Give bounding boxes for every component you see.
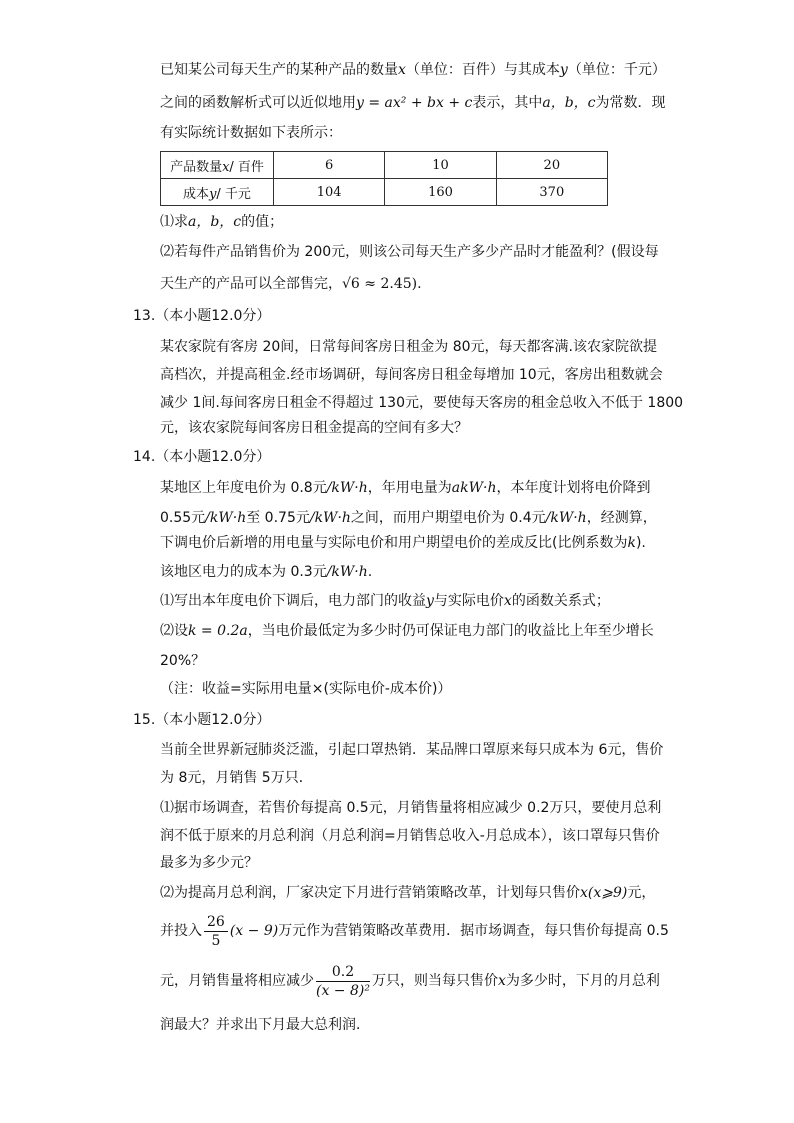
p14-line1: 某地区上年度电价为 0.8元/kW·h，年用电量为akW·h，本年度计划将电价降到 bbox=[160, 480, 651, 496]
p15-number: 15.（本小题12.0分） bbox=[133, 712, 271, 728]
table-header-cell: 成本y/ 千元 bbox=[161, 179, 274, 206]
p13-number: 13.（本小题12.0分） bbox=[133, 308, 271, 324]
p15-q2-line2: 并投入 $\frac{26}{5}$ (x − 9)万元作为营销策略改革费用．据市场调查，每只售价每提高 0.5 bbox=[160, 913, 669, 949]
p12-q2-cont: 天生产的产品可以全部售完，√6 ≈ 2.45). bbox=[160, 276, 422, 292]
table-cell: 104 bbox=[274, 179, 385, 206]
p15-line2: 为 8元，月销售 5万只． bbox=[160, 770, 313, 786]
table-cell: 370 bbox=[496, 179, 607, 206]
p13-line4: 元，该农家院每间客房日租金提高的空间有多大？ bbox=[160, 420, 468, 436]
fraction-26-over-5: $\frac{26}{5}$ bbox=[204, 913, 228, 950]
quadratic-formula: y = ax² + bx + c bbox=[356, 95, 473, 111]
p14-note: （注：收益=实际用电量×(实际电价-成本价)） bbox=[160, 681, 452, 697]
p14-q1: ⑴写出本年度电价下调后，电力部门的收益y与实际电价x的函数关系式； bbox=[160, 593, 610, 609]
p14-q2-cont: 20%？ bbox=[160, 653, 206, 669]
p12-line1: 已知某公司每天生产的某种产品的数量x（单位：百件）与其成本y（单位：千元） bbox=[160, 62, 666, 78]
p13-line3: 减少 1间.每间客房日租金不得超过 130元，要使每天客房的租金总收入不低于 1800 bbox=[160, 395, 684, 411]
p15-q1-line3: 最多为多少元？ bbox=[160, 855, 258, 871]
data-table bbox=[160, 151, 608, 206]
table-row bbox=[161, 152, 608, 179]
table-cell: 10 bbox=[385, 152, 496, 179]
p12-q1: ⑴求a，b，c的值； bbox=[160, 214, 284, 230]
table-cell: 20 bbox=[496, 152, 607, 179]
p12-q2: ⑵若每件产品销售价为 200元，则该公司每天生产多少产品时才能盈利？(假设每 bbox=[160, 244, 659, 260]
p14-q2: ⑵设k = 0.2a，当电价最低定为多少时仍可保证电力部门的收益比上年至少增长 bbox=[160, 623, 654, 639]
p15-q2-line4: 润最大？并求出下月最大总利润． bbox=[160, 1017, 370, 1033]
p15-q2-line3: 元，月销售量将相应减少 $\frac{0.2}{\text{(x − 8)²}}$ 万只，则当每只售价x为多少时，下月的月总利 bbox=[160, 963, 660, 999]
table-header-cell: 产品数量x/ 百件 bbox=[161, 152, 274, 179]
p13-line2: 高档次，并提高租金.经市场调研，每间客房日租金每增加 10元，客房出租数就会 bbox=[160, 367, 663, 383]
table-cell: 6 bbox=[274, 152, 385, 179]
p13-line1: 某农家院有客房 20间，日常每间客房日租金为 80元，每天都客满.该农家院欲提 bbox=[160, 339, 657, 355]
fraction-0-2-over-x-8-squared: $\frac{0.2}{\text{(x − 8)²}}$ bbox=[316, 963, 370, 999]
p15-q2-line1: ⑵为提高月总利润，厂家决定下月进行营销策略改革，计划每只售价x(x⩾9)元， bbox=[160, 885, 656, 901]
p14-line3: 下调电价后新增的用电量与实际电价和用户期望电价的差成反比(比例系数为k). bbox=[160, 535, 646, 551]
p12-line3: 有实际统计数据如下表所示： bbox=[160, 125, 342, 141]
p14-line2: 0.55元/kW·h至 0.75元/kW·h之间，而用户期望电价为 0.4元/kW·h，经测算， bbox=[160, 510, 657, 526]
p15-line1: 当前全世界新冠肺炎泛滥，引起口罩热销．某品牌口罩原来每只成本为 6元，售价 bbox=[160, 742, 664, 758]
p15-q1-line1: ⑴据市场调查，若售价每提高 0.5元，月销售量将相应减少 0.2万只，要使月总利 bbox=[160, 800, 662, 816]
p14-line4: 该地区电力的成本为 0.3元/kW·h. bbox=[160, 564, 373, 580]
p12-line2: 之间的函数解析式可以近似地用y = ax² + bx + c表示，其中a，b，c为常数．现 bbox=[160, 95, 666, 111]
p14-number: 14.（本小题12.0分） bbox=[133, 449, 271, 465]
table-row bbox=[161, 179, 608, 206]
p15-q1-line2: 润不低于原来的月总利润（月总利润=月销售总收入-月总成本），该口罩每只售价 bbox=[160, 828, 660, 844]
table-cell: 160 bbox=[385, 179, 496, 206]
